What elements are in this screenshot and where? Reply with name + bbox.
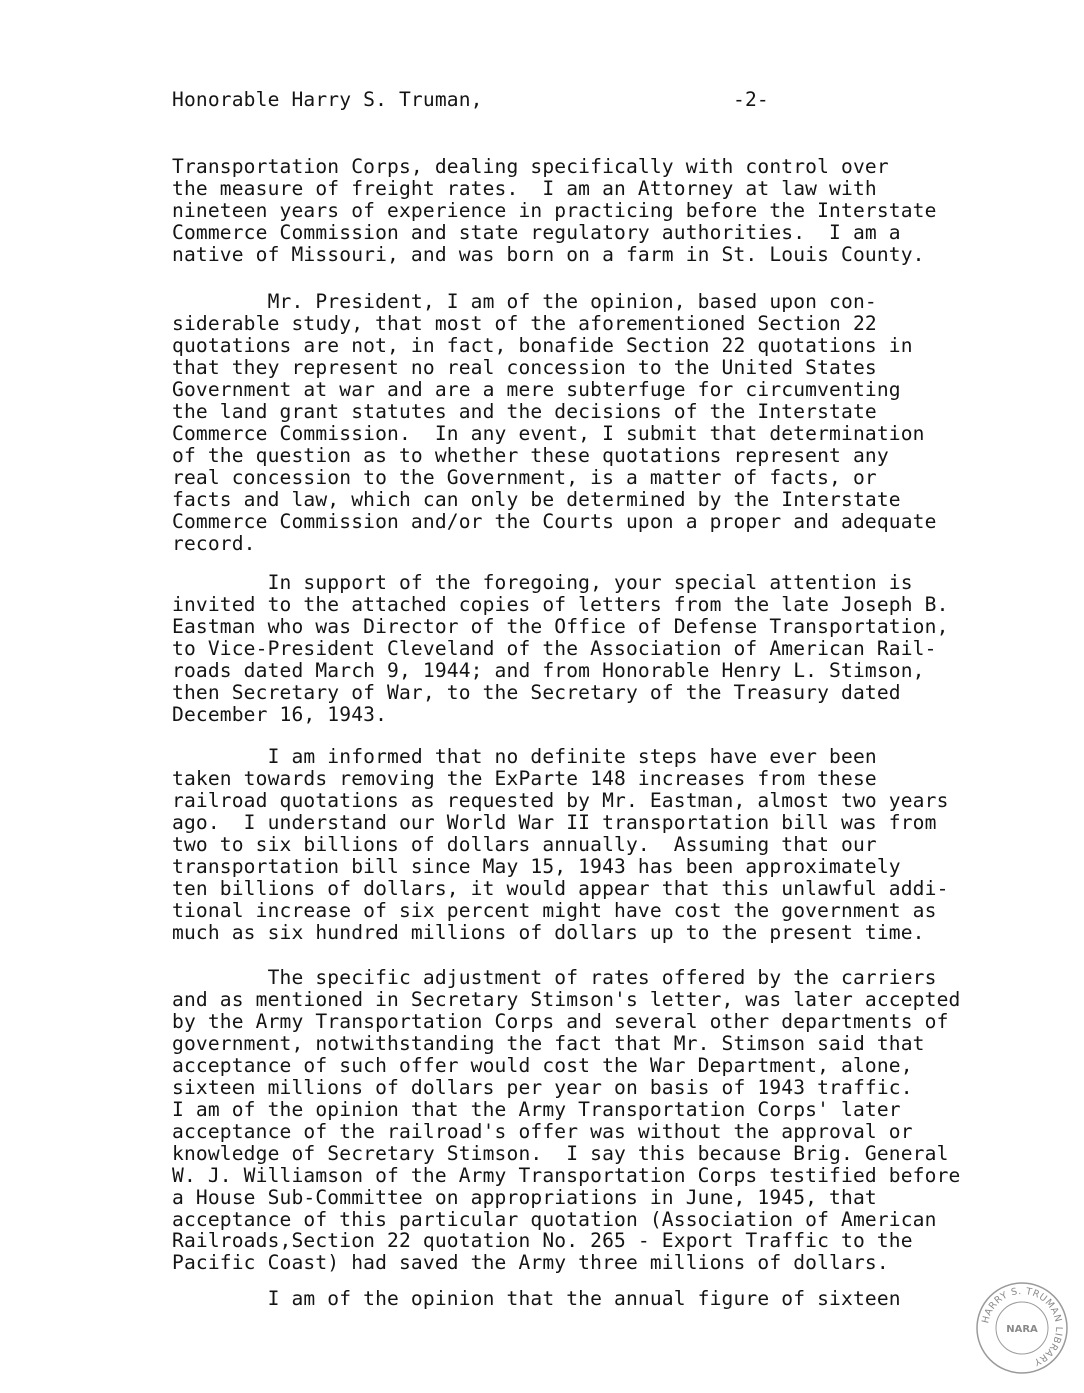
body-line: Transportation Corps, dealing specifically with control over [172,155,889,178]
body-line: railroad quotations as requested by Mr. Eastman, almost two years [172,788,949,812]
seal-stamp-icon [974,1280,1070,1376]
body-line: two to six billions of dollars annually. Assuming that our [172,832,877,856]
body-line: I am informed that no definite steps have ever been [172,745,877,768]
header-page-number: -2- [733,88,769,111]
body-line: roads dated March 9, 1944; and from Honorable Henry L. Stimson, [172,658,925,682]
body-line: siderable study, that most of the aforementioned Section 22 [172,311,877,335]
body-line: Commerce Commission and/or the Courts upon a proper and adequate [172,509,937,533]
body-line: sixteen millions of dollars per year on basis of 1943 traffic. [172,1075,913,1099]
body-line: government, notwithstanding the fact that Mr. Stimson said that [172,1031,925,1055]
body-line: Pacific Coast) had saved the Army three millions of dollars. [172,1251,889,1275]
body-line: invited to the attached copies of letters from the late Joseph B. [172,593,949,616]
body-line: and as mentioned in Secretary Stimson's letter, was later accepted [172,988,961,1011]
body-line: the land grant statutes and the decisions of the Interstate [172,399,877,423]
body-line: Commerce Commission and state regulatory authorities. I am a [172,220,901,244]
seal-center-text: NARA [1006,1324,1038,1335]
body-line: ago. I understand our World War II transportation bill was from [172,810,937,834]
body-line: Eastman who was Director of the Office of Defense Transportation, [172,614,949,638]
body-line: acceptance of this particular quotation (Association of American [172,1207,937,1231]
body-line: W. J. Williamson of the Army Transportation Corps testified before [172,1163,961,1187]
body-line: record. [172,531,256,555]
body-line: Government at war and are a mere subterfuge for circumventing [172,377,901,401]
body-line: a House Sub-Committee on appropriations in June, 1945, that [172,1185,877,1209]
body-line: ten billions of dollars, it would appear that this unlawful addi- [172,876,949,900]
body-line: nineteen years of experience in practicing before the Interstate [172,198,937,222]
body-line: facts and law, which can only be determined by the Interstate [172,487,901,511]
body-line: of the question as to whether these quotations represent any [172,443,889,467]
body-line: December 16, 1943. [172,702,388,726]
body-line: acceptance of such offer would cost the War Department, alone, [172,1053,913,1077]
body-line: In support of the foregoing, your special attention is [172,571,913,594]
body-line: The specific adjustment of rates offered by the carriers [172,966,937,989]
truman-library-seal [974,1280,1070,1376]
body-line: I am of the opinion that the Army Transportation Corps' later [172,1097,901,1121]
body-line: the measure of freight rates. I am an Attorney at law with [172,176,877,200]
header-addressee: Honorable Harry S. Truman, [172,88,483,111]
body-line: acceptance of the railroad's offer was without the approval or [172,1119,913,1143]
seal-ring-text: HARRY S. TRUMAN LIBRARY [980,1285,1065,1368]
body-line: knowledge of Secretary Stimson. I say this because Brig. General [172,1141,949,1165]
body-line: much as six hundred millions of dollars up to the present time. [172,920,925,944]
body-line: then Secretary of War, to the Secretary of the Treasury dated [172,680,901,704]
body-line: by the Army Transportation Corps and several other departments of [172,1009,949,1033]
body-line: Railroads,Section 22 quotation No. 265 - Export Traffic to the [172,1229,913,1253]
body-line: Mr. President, I am of the opinion, based upon con- [172,290,877,313]
body-line: to Vice-President Cleveland of the Association of American Rail- [172,636,937,660]
body-line: Commerce Commission. In any event, I submit that determination [172,421,925,445]
body-line: I am of the opinion that the annual figure of sixteen [172,1287,901,1310]
body-line: real concession to the Government, is a matter of facts, or [172,465,877,489]
body-line: that they represent no real concession to the United States [172,355,877,379]
body-line: taken towards removing the ExParte 148 increases from these [172,767,877,790]
body-line: quotations are not, in fact, bonafide Section 22 quotations in [172,333,913,357]
body-line: tional increase of six percent might have cost the government as [172,898,937,922]
body-line: transportation bill since May 15, 1943 has been approximately [172,854,901,878]
body-line: native of Missouri, and was born on a farm in St. Louis County. [172,242,925,266]
